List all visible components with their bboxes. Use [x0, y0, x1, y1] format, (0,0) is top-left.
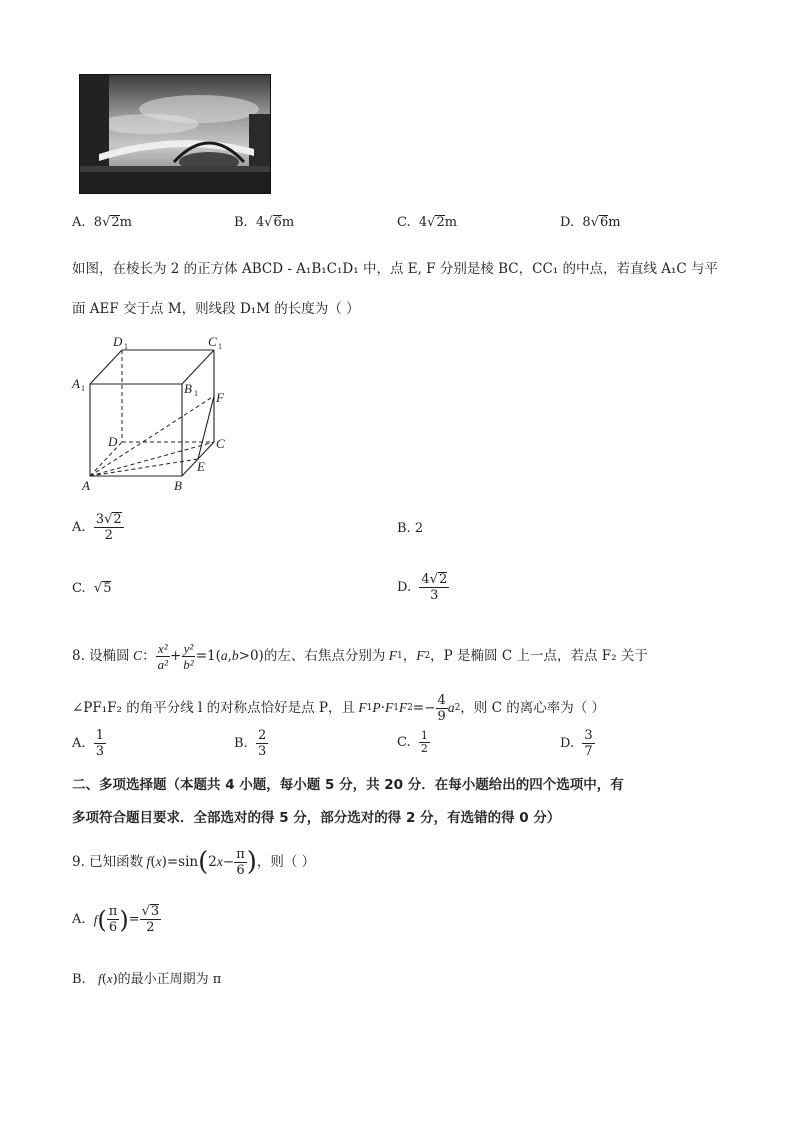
- q6-option-b[interactable]: B. 4√6m: [234, 215, 295, 230]
- label-d1: D: [113, 334, 123, 349]
- q7-stem-line2: 面 AEF 交于点 M，则线段 D₁M 的长度为（ ）: [72, 301, 360, 317]
- label-b: B: [174, 478, 182, 493]
- option-label: D.: [560, 215, 575, 230]
- option-label: A.: [72, 520, 86, 535]
- option-label: C.: [72, 581, 86, 596]
- q9-stem: 9. 已知函数 f ( x )=sin ( 2 x − $\frac{\pi}{6}$ ) ，则（ ）: [72, 846, 316, 878]
- q8-option-c[interactable]: C. $\frac{1}{2}$: [397, 729, 428, 755]
- q8-option-d[interactable]: D. $\frac{3}{7}$: [560, 728, 593, 759]
- q8-stem-line1: 8. 设椭圆 C ： $\frac{\text{x²}}{\text{a²}}$ + $\frac{\text{y²}}{\text{b²}}$ =1(a,b>0) 的左、右焦点分别为 F 1 ， F 2 ，P 是椭圆 C 上一点，若点 F₂ 关于: [72, 640, 648, 672]
- q8-option-a[interactable]: A. $\frac{1}{3}$: [72, 728, 105, 759]
- q7-option-c[interactable]: C. √5: [72, 581, 112, 596]
- label-c: C: [216, 436, 225, 451]
- option-label: B.: [72, 972, 86, 987]
- q7-option-a[interactable]: [72, 512, 124, 543]
- option-label: C.: [397, 215, 411, 230]
- label-a1: A: [72, 376, 80, 391]
- q6-option-d[interactable]: D. 8√6m: [560, 215, 621, 230]
- option-label: A.: [72, 736, 86, 751]
- label-e: E: [197, 459, 205, 474]
- fraction: $\frac{4√2}{3}$: [421, 572, 448, 603]
- option-label: D.: [560, 736, 575, 751]
- sub-a1: 1: [81, 384, 85, 393]
- option-label: A.: [72, 215, 86, 230]
- label-d: D: [108, 434, 118, 449]
- q6-option-c[interactable]: C. 4√2m: [397, 215, 458, 230]
- option-label: D.: [397, 580, 412, 595]
- sub-c1: 1: [218, 342, 222, 351]
- bridge-photo: [79, 74, 271, 194]
- option-label: A.: [72, 912, 86, 927]
- sub-b1: 1: [194, 389, 198, 398]
- cube-figure: [68, 330, 238, 495]
- option-label: B.: [234, 736, 248, 751]
- option-label: B.: [397, 521, 411, 536]
- label-b1: B: [184, 381, 192, 396]
- fraction: $\frac{3√2}{2}$: [95, 512, 122, 543]
- q9-option-a[interactable]: A. f ( $\frac{\pi}{6}$ ) = $\frac{√3}{2}$: [72, 904, 160, 935]
- q7-option-b[interactable]: B. 2: [397, 521, 424, 536]
- section-2-heading-line1: 二、多项选择题（本题共 4 小题，每小题 5 分，共 20 分．在每小题给出的四个选项中，有: [72, 777, 624, 793]
- label-a: A: [82, 478, 90, 493]
- q7-stem-line1: 如图，在棱长为 2 的正方体 ABCD - A₁B₁C₁D₁ 中，点 E, F 分别是棱 BC，CC₁ 的中点，若直线 A₁C 与平: [72, 261, 719, 277]
- section-2-heading-line2: 多项符合题目要求．全部选对的得 5 分，部分选对的得 2 分，有选错的得 0 分）: [72, 810, 561, 826]
- q9-option-b[interactable]: B. f(x)的最小正周期为 π: [72, 971, 222, 987]
- label-f: F: [216, 390, 224, 405]
- sub-d1: 1: [124, 342, 128, 351]
- label-c1: C: [208, 334, 217, 349]
- option-label: C.: [397, 735, 411, 750]
- q7-option-d[interactable]: [397, 572, 449, 603]
- q8-stem-line2: ∠PF₁F₂ 的角平分线 l 的对称点恰好是点 P，且 F 1 P · F 1 F 2 =− $\frac{4}{9}$ a 2 ，则 C 的离心率为（ ）: [72, 692, 605, 724]
- q6-option-a[interactable]: A. 8√2m: [72, 215, 132, 230]
- q8-option-b[interactable]: B. $\frac{2}{3}$: [234, 728, 267, 759]
- option-label: B.: [234, 215, 248, 230]
